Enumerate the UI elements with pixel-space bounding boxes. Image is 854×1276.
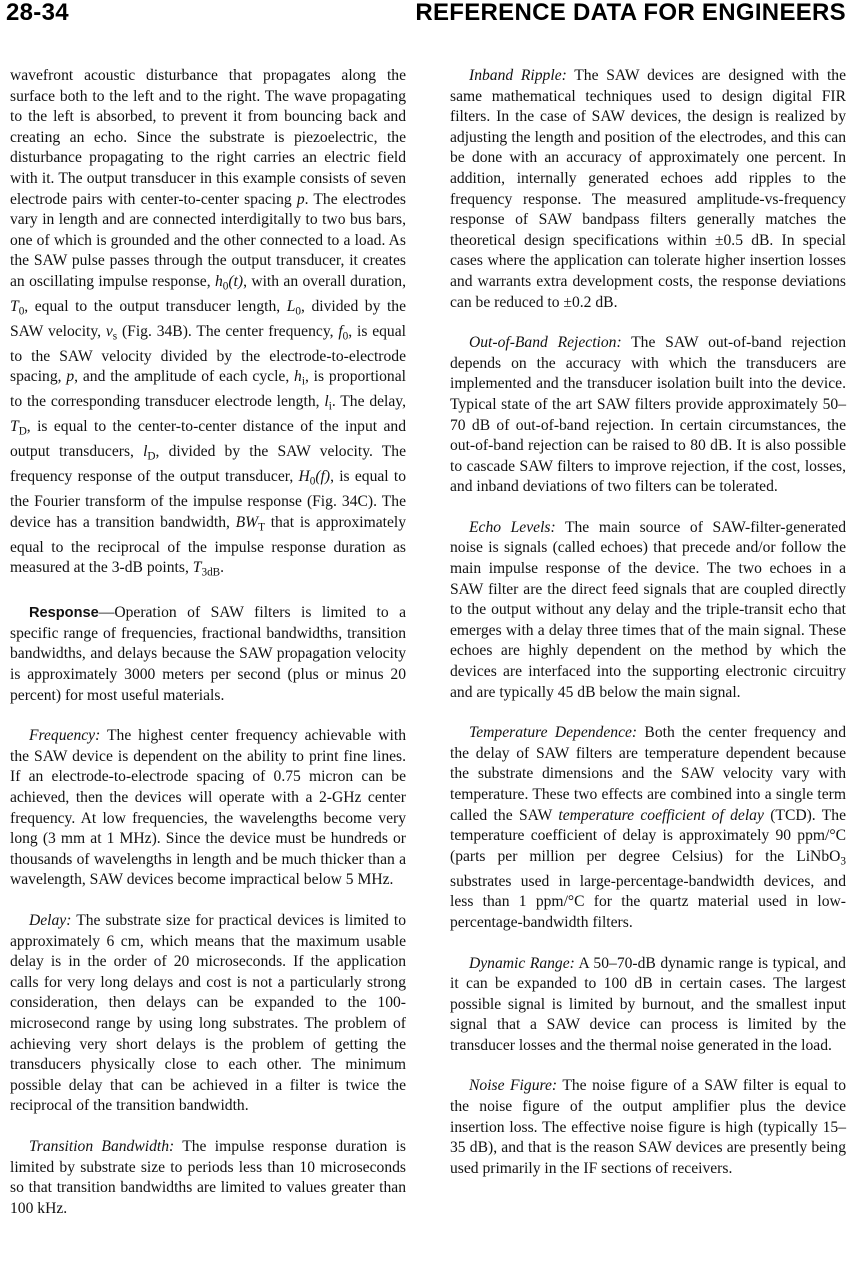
paragraph-text: The substrate size for practical devices is limited to approximately 6 cm, which means that the maximum usable delay is in the order of 20 microseconds. If the application calls for very long delays and cost is not a particularly strong consideration, then delays can be expanded to the 100-microsecond range by using long substrates. The problem of achieving very short delays is the problem of getting the transducers physically close to each other. The minimum possible delay that can be achieved in a filter is twice the reciprocal of the transition bandwidth.: [10, 911, 406, 1115]
left-column: [10, 66, 406, 1239]
paragraph-text: The SAW out-of-band rejection depends on the accuracy with which the transducers are implemented and the transducer isolation built into the device. Typical state of the art SAW filters provide approximately 50–70 dB of out-of-band rejection. In certain circumstances, the out-of-band rejection can be raised to 80 dB. It is also possible to cascade SAW filters to improve rejection, if the cost, losses, and inband deviations of two filters can be tolerated.: [450, 334, 846, 496]
text-run: . The delay,: [331, 393, 406, 411]
paragraph-temperature-dependence: [450, 723, 846, 933]
symbol-ld: $l_D$: [143, 443, 156, 463]
text-run: , divided by the SAW velocity. The frequency response of the output transducer,: [10, 443, 406, 486]
paragraph-inband-ripple: [450, 66, 846, 313]
run-in-heading: Out-of-Band Rejection:: [469, 334, 622, 352]
symbol-hi: $h_i$: [294, 368, 305, 388]
run-in-heading: Dynamic Range:: [469, 954, 575, 972]
paragraph-noise-figure: [450, 1076, 846, 1179]
text-run: .: [220, 559, 225, 577]
paragraph-saw-operation: [10, 66, 406, 583]
paragraph-frequency: [10, 726, 406, 891]
text-run: . The electrodes vary in length and are connected interdigitally to two bus bars, one of which is grounded and the other connected to a load. As the SAW pulse passes through the output transducer, it creates an oscillating impulse response,: [10, 190, 406, 290]
text-run: , is equal to the Fourier transform of the impulse response (Fig. 34C). The device has a transition bandwidth,: [10, 468, 406, 531]
text-run: , is proportional to the corresponding transducer electrode length,: [10, 368, 406, 411]
symbol-t0: $T_0$: [10, 297, 25, 318]
run-in-heading: Frequency:: [29, 727, 101, 745]
defined-term: temperature coefficient of delay: [558, 806, 764, 824]
text-run: , equal to the output transducer length,: [24, 297, 287, 315]
symbol-h0f: $H_0(f)$: [298, 468, 331, 488]
run-in-heading: Transition Bandwidth:: [29, 1137, 175, 1155]
text-run: , is equal to the SAW velocity divided by the electrode-to-electrode spacing,: [10, 322, 406, 386]
run-in-heading: Temperature Dependence:: [469, 724, 638, 742]
run-in-heading: Response: [29, 605, 99, 622]
text-run: (TCD). The temperature coefficient of delay is approximately 90 ppm/°C (parts per million per degree Celsius) for the LiNbO: [450, 806, 846, 865]
text-run: , with an overall duration,: [243, 272, 406, 290]
text-run: , divided by the SAW velocity,: [10, 297, 407, 340]
run-in-heading: Echo Levels:: [469, 518, 556, 536]
page-header: [6, 0, 846, 30]
paragraph-out-of-band-rejection: [450, 333, 846, 498]
run-in-heading: Inband Ripple:: [469, 67, 567, 84]
symbol-t3db: $T_{3dB}$: [192, 559, 221, 579]
paragraph-dynamic-range: [450, 954, 846, 1057]
subscript: 3: [840, 855, 846, 868]
text-run: that is approximately equal to the reciprocal of the impulse response duration as measured at the 3-dB points,: [10, 513, 407, 577]
paragraph-text: The SAW devices are designed with the same mathematical techniques used to design digital FIR filters. In the case of SAW devices, the design is realized by adjusting the length and position of the electrodes, and this can be done with an accuracy of approximately one percent. In addition, internally generated echoes add ripples to the frequency response. The measured amplitude-vs-frequency response of SAW bandpass filters generally matches the theoretical design specifications within ±0.5 dB. In special cases where the application can tolerate higher insertion losses and warrants extra development costs, the response deviations can be reduced to ±0.2 dB.: [450, 67, 846, 311]
paragraph-text: The main source of SAW-filter-generated noise is signals (called echoes) that precede and/or follow the main impulse response of the device. The two echoes in a SAW filter are the direct feed signals that are coupled directly to the output without any delay and the triple-transit echo that emerges with a delay three times that of the main signal. These echoes are highly dependent on the method by which the devices are interfaced into the supporting electronic circuitry and are typically 45 dB below the main signal.: [450, 518, 847, 701]
paragraph-text: The highest center frequency achievable with the SAW device is dependent on the ability to print fine lines. If an electrode-to-electrode spacing of 0.75 micron can be achieved, then the devices will operate with a 2-GHz center frequency. At low frequencies, the wavelengths become very long (3 mm at 1 MHz). Since the device must be hundreds or thousands of wavelengths in length and be much thicker than a wavelength, SAW devices become impractical below 5 MHz.: [10, 727, 406, 889]
run-in-heading: Delay:: [29, 911, 72, 929]
text-run: , is equal to the center-to-center distance of the input and output transducers,: [10, 418, 406, 461]
right-column: [450, 66, 846, 1199]
paragraph-text: A 50–70-dB dynamic range is typical, and it can be expanded to 100 dB in certain cases. The largest possible signal is limited by burnout, and the smallest input signal that a SAW device can process is limited by the transducer losses and the thermal noise generated in the load.: [450, 954, 846, 1054]
paragraph-transition-bandwidth: [10, 1137, 406, 1219]
text-run: (Fig. 34B). The center frequency,: [117, 322, 339, 340]
symbol-bwt: $BW_T$: [235, 513, 265, 534]
symbol-p: p: [296, 190, 305, 208]
symbol-td: $T_D$: [10, 418, 27, 438]
text-run: , and the amplitude of each cycle,: [74, 368, 295, 386]
symbol-vs: $v_s$: [105, 322, 118, 343]
symbol-h0t: $h_0(t)$: [214, 272, 244, 293]
text-run: Both the center frequency and the delay of SAW filters are temperature dependent because the substrate dimensions and the SAW velocity vary with temperature. These two effects are combined into a single term called the SAW: [450, 724, 846, 824]
running-title: REFERENCE DATA FOR ENGINEERS: [415, 0, 846, 26]
symbol-f0: $f_0$: [338, 322, 349, 343]
text-run: substrates used in large-percentage-bandwidth devices, and less than 1 ppm/°C for the quartz material used in low-percentage-bandwidth filters.: [450, 872, 846, 931]
paragraph-response: [10, 603, 406, 706]
symbol-li: $l_i$: [324, 393, 332, 413]
paragraph-text: The noise figure of a SAW filter is equal to the noise figure of the output amplifier plus the device insertion loss. The effective noise figure is high (typically 15–35 dB), and that is the reason SAW devices are presently being used primarily in the IF sections of receivers.: [450, 1077, 846, 1177]
text-run: wavefront acoustic disturbance that propagates along the surface both to the left and to the right. The wave propagating to the left is absorbed, to prevent it from bouncing back and creating an echo. Since the substrate is piezoelectric, the disturbance propagating to the right carries an electric field with it. The output transducer in this example consists of seven electrode pairs with center-to-center spacing: [10, 67, 406, 208]
paragraph-text: The impulse response duration is limited by substrate size to periods less than 10 microseconds so that transition bandwidths are limited to values greater than 100 kHz.: [10, 1137, 406, 1217]
page-number: 28-34: [6, 0, 69, 26]
paragraph-echo-levels: [450, 518, 846, 703]
paragraph-text: —Operation of SAW filters is limited to a specific range of frequencies, fractional bandwidths, transition bandwidths, and delays because the SAW propagation velocity is approximately 3000 meters per second (plus or minus 20 percent) for most useful materials.: [10, 604, 406, 704]
symbol-l0: $L_0$: [286, 297, 302, 318]
symbol-p: p: [66, 368, 75, 386]
run-in-heading: Noise Figure:: [469, 1077, 558, 1095]
paragraph-delay: [10, 911, 406, 1117]
